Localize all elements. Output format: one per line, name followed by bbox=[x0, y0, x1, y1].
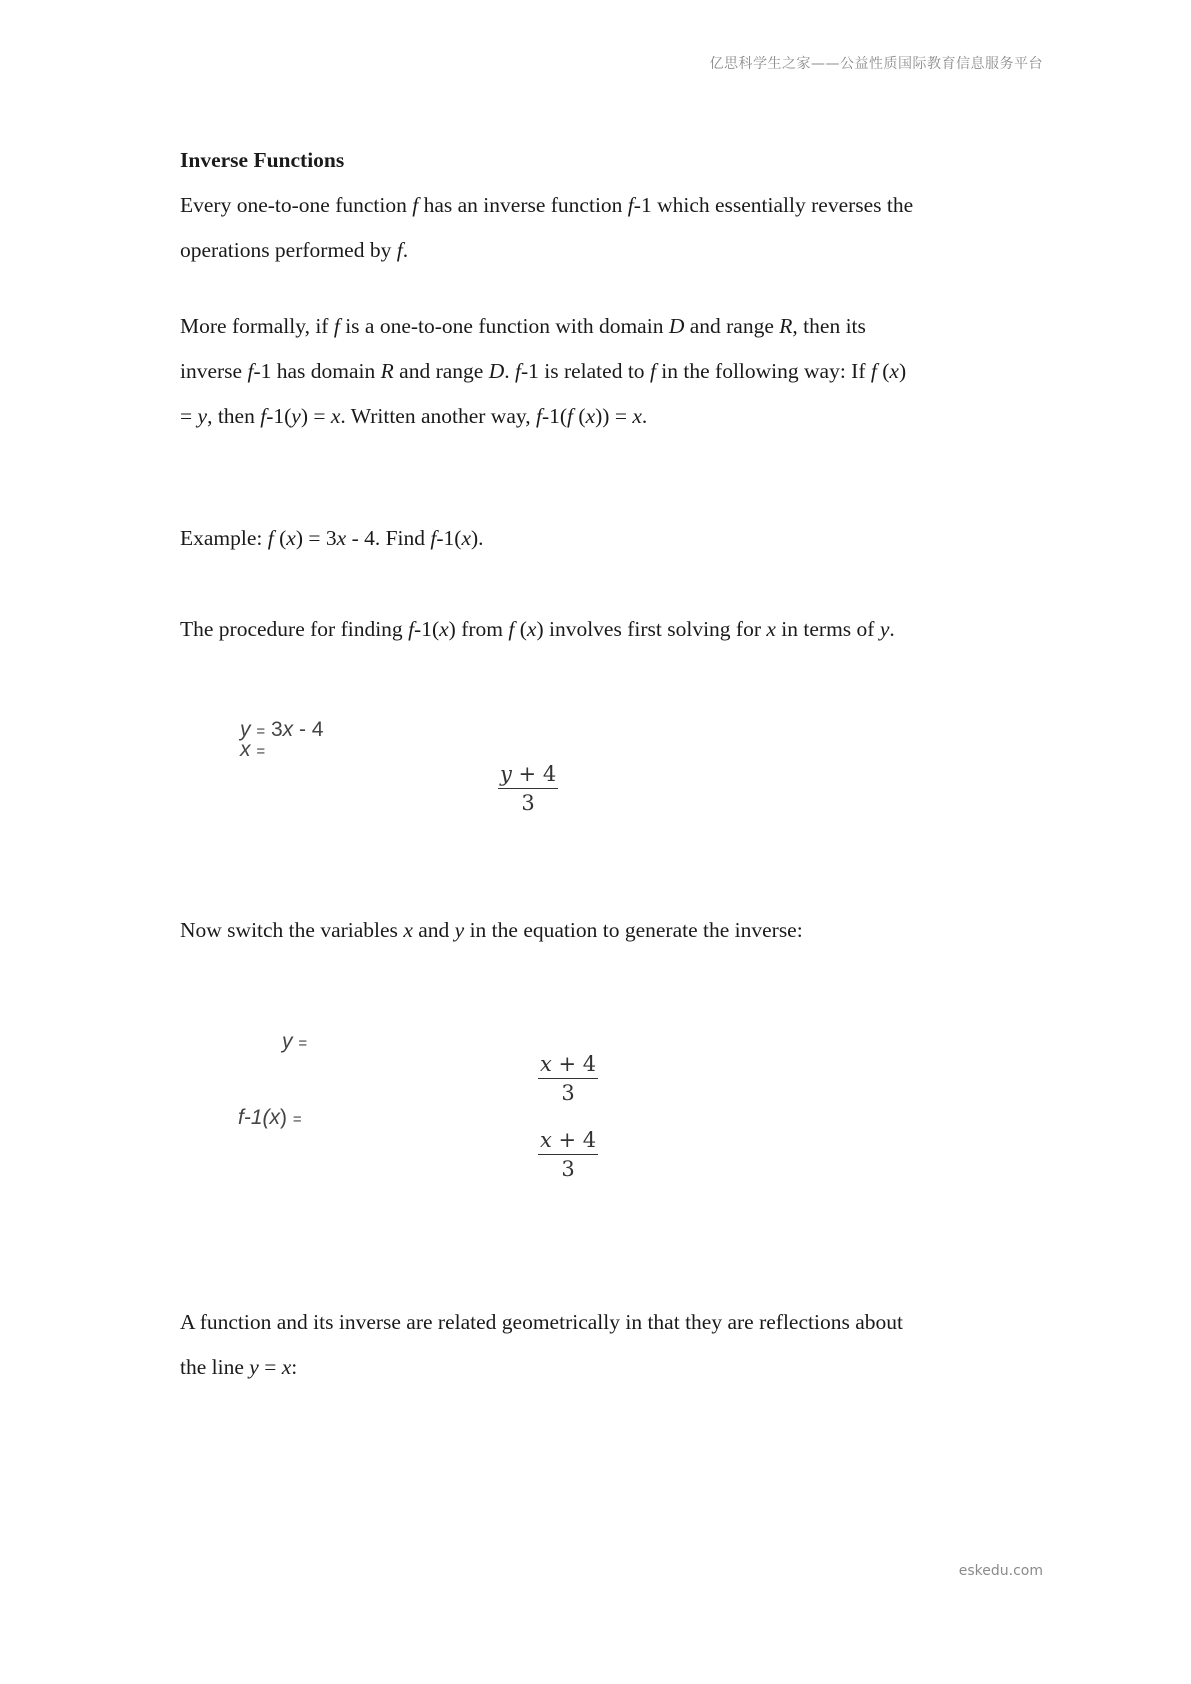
var: f bbox=[508, 617, 515, 641]
text: ( bbox=[876, 359, 890, 383]
var: x bbox=[330, 404, 341, 428]
text: -1( bbox=[414, 617, 440, 641]
text: Example: bbox=[180, 526, 268, 550]
var: x bbox=[281, 1355, 292, 1379]
var: f bbox=[535, 404, 542, 428]
var-f: f bbox=[627, 193, 634, 217]
geometry-statement-line-1: A function and its inverse are related geometrically in that they are reflections about bbox=[180, 1310, 903, 1334]
var: x bbox=[403, 918, 413, 942]
text: ) involves first solving for bbox=[536, 617, 767, 641]
fraction-denominator: 3 bbox=[561, 1081, 575, 1105]
text: ) = bbox=[300, 404, 331, 428]
fraction-y-plus-4-over-3 bbox=[498, 760, 558, 817]
var: D bbox=[668, 314, 685, 338]
var: y bbox=[197, 404, 208, 428]
site-header-tagline: 亿思科学生之家——公益性质国际教育信息服务平台 bbox=[709, 56, 1043, 72]
var: x bbox=[632, 404, 642, 428]
text: = bbox=[258, 1355, 282, 1379]
text: . bbox=[641, 404, 648, 428]
text: . Written another way, bbox=[340, 404, 536, 428]
var: R bbox=[380, 359, 394, 383]
text: + 4 bbox=[551, 1128, 597, 1152]
text: Now switch the variables bbox=[180, 918, 404, 942]
text: -1( bbox=[266, 404, 292, 428]
text: in the equation to generate the inverse: bbox=[464, 918, 803, 942]
text: - 4. Find bbox=[346, 526, 431, 550]
text: -1 which essentially reverses the bbox=[633, 193, 914, 217]
var-y: y bbox=[240, 718, 251, 741]
var-x: x bbox=[282, 718, 294, 741]
text: : bbox=[291, 1355, 298, 1379]
coefficient: 3 bbox=[270, 718, 283, 741]
var: x bbox=[439, 617, 449, 641]
var: y bbox=[879, 617, 890, 641]
example-statement bbox=[180, 516, 484, 561]
var: D bbox=[488, 359, 505, 383]
paragraph-intro-line-2 bbox=[180, 228, 408, 273]
var: f bbox=[408, 617, 415, 641]
procedure-statement bbox=[180, 607, 895, 652]
text: . bbox=[504, 359, 515, 383]
var: y bbox=[249, 1355, 259, 1379]
text: the line bbox=[180, 1355, 250, 1379]
equals-sign: = bbox=[256, 743, 266, 760]
paragraph-formal-line-2 bbox=[180, 349, 906, 394]
text: inverse bbox=[180, 359, 248, 383]
text: -1( bbox=[541, 404, 568, 428]
text: ( bbox=[514, 617, 527, 641]
text: has an inverse function bbox=[418, 193, 628, 217]
paragraph-intro-line-1 bbox=[180, 183, 913, 228]
text: ) from bbox=[448, 617, 509, 641]
text: operations performed by bbox=[180, 238, 397, 262]
paragraph-formal-line-3 bbox=[180, 394, 647, 439]
text: ) bbox=[898, 359, 907, 383]
text: ) bbox=[280, 1106, 287, 1129]
var: x bbox=[766, 617, 776, 641]
text: . bbox=[402, 238, 409, 262]
var-f: f bbox=[412, 193, 419, 217]
var: x bbox=[889, 359, 899, 383]
var: x bbox=[336, 526, 347, 550]
var-y: y bbox=[500, 762, 512, 786]
text: )) = bbox=[595, 404, 633, 428]
text: ( bbox=[573, 404, 586, 428]
var-x: x bbox=[540, 1128, 552, 1152]
var: R bbox=[779, 314, 793, 338]
equals-sign: = bbox=[256, 723, 266, 740]
var: y bbox=[291, 404, 301, 428]
text: Every one-to-one function bbox=[180, 193, 413, 217]
var: x bbox=[461, 526, 472, 550]
text: + 4 bbox=[511, 762, 557, 786]
fraction-denominator: 3 bbox=[521, 791, 535, 815]
switch-variables-statement bbox=[180, 908, 803, 953]
var: f bbox=[333, 314, 340, 338]
geometry-statement-line-2 bbox=[180, 1345, 297, 1390]
text: and bbox=[412, 918, 455, 942]
var: x bbox=[286, 526, 296, 550]
text: ( bbox=[273, 526, 287, 550]
text: + 4 bbox=[551, 1052, 597, 1076]
f-inverse-label: f-1( bbox=[238, 1106, 270, 1129]
var: f bbox=[870, 359, 877, 383]
var: f bbox=[430, 526, 437, 550]
fraction-denominator: 3 bbox=[561, 1157, 575, 1181]
text: The procedure for finding bbox=[180, 617, 409, 641]
text: , then bbox=[207, 404, 261, 428]
fraction-x-plus-4-over-3 bbox=[538, 1126, 598, 1183]
var: f bbox=[247, 359, 254, 383]
paragraph-formal-line-1 bbox=[180, 304, 866, 349]
var: y bbox=[454, 918, 465, 942]
equals-sign: = bbox=[292, 1111, 302, 1128]
text: More formally, if bbox=[180, 314, 334, 338]
var: x bbox=[526, 617, 537, 641]
var: f bbox=[514, 359, 521, 383]
var: f bbox=[260, 404, 267, 428]
fraction-x-plus-4-over-3 bbox=[538, 1050, 598, 1107]
constant: - 4 bbox=[293, 718, 324, 741]
var: f bbox=[267, 526, 274, 550]
text: and range bbox=[393, 359, 489, 383]
var-x: x bbox=[240, 738, 251, 761]
site-footer-domain: eskedu.com bbox=[958, 1563, 1043, 1579]
equation-x-equals bbox=[240, 738, 265, 762]
text: = bbox=[180, 404, 198, 428]
fraction-numerator bbox=[538, 1050, 598, 1079]
text: -1 has domain bbox=[253, 359, 381, 383]
text: in the following way: If bbox=[655, 359, 871, 383]
equation-f-inverse-x-equals bbox=[238, 1106, 302, 1130]
equation-y-equals bbox=[282, 1030, 307, 1054]
text: and range bbox=[684, 314, 780, 338]
var: f bbox=[649, 359, 656, 383]
text: in terms of bbox=[775, 617, 880, 641]
var: f bbox=[567, 404, 574, 428]
text: . bbox=[889, 617, 895, 641]
text: -1( bbox=[436, 526, 462, 550]
var-y: y bbox=[282, 1030, 293, 1053]
equals-sign: = bbox=[298, 1035, 308, 1052]
var-x: x bbox=[540, 1052, 552, 1076]
section-title: Inverse Functions bbox=[180, 148, 345, 172]
text: is a one-to-one function with domain bbox=[339, 314, 669, 338]
var-f: f bbox=[396, 238, 403, 262]
text: ). bbox=[471, 526, 484, 550]
text: ) = 3 bbox=[295, 526, 337, 550]
fraction-numerator bbox=[498, 760, 558, 789]
var-x: x bbox=[269, 1106, 280, 1129]
text: -1 is related to bbox=[520, 359, 650, 383]
fraction-numerator bbox=[538, 1126, 598, 1155]
text: , then its bbox=[792, 314, 866, 338]
var: x bbox=[585, 404, 596, 428]
